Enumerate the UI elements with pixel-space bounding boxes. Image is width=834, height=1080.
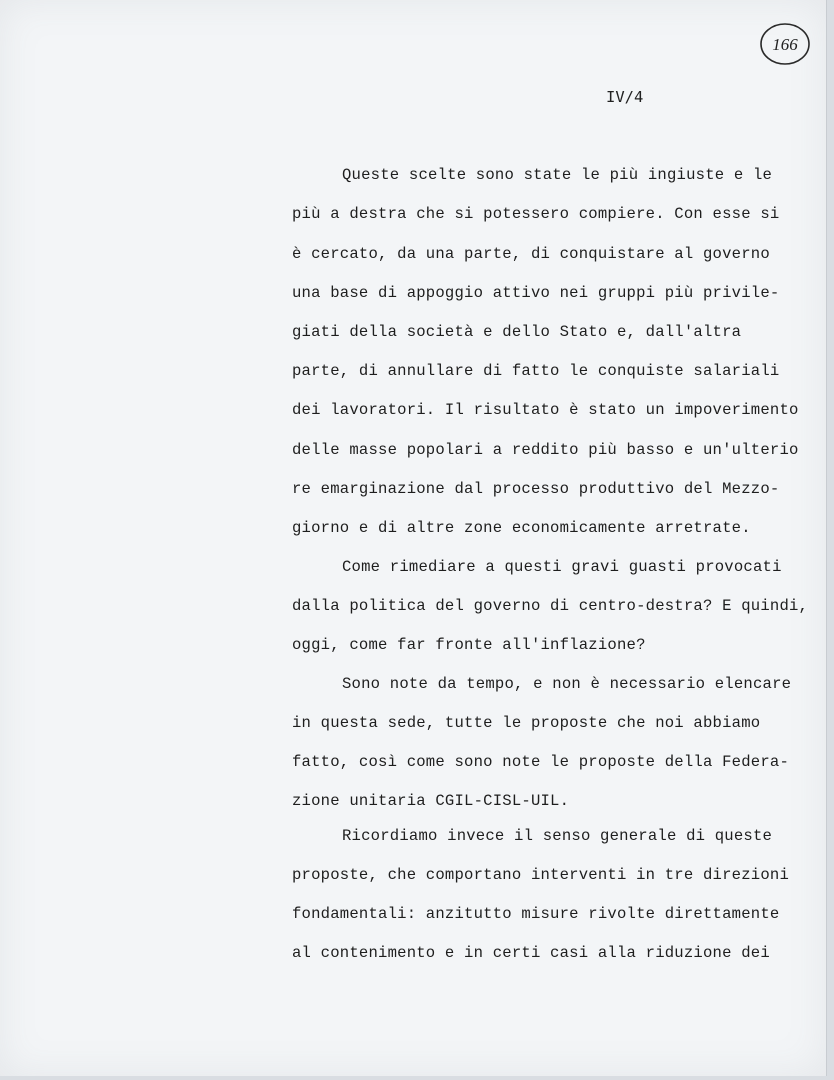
text-line: Come rimediare a questi gravi guasti provocati — [342, 558, 782, 576]
text-line: dalla politica del governo di centro-destra? E quindi, — [292, 597, 809, 615]
text-line: giati della società e dello Stato e, dall'altra — [292, 323, 742, 341]
text-line: dei lavoratori. Il risultato è stato un impoverimento — [292, 401, 799, 419]
text-line: delle masse popolari a reddito più basso e un'ulterio — [292, 441, 799, 459]
text-line: re emarginazione dal processo produttivo del Mezzo- — [292, 480, 780, 498]
text-line: zione unitaria CGIL-CISL-UIL. — [292, 792, 570, 810]
stamp-number: 166 — [772, 35, 798, 54]
text-line: oggi, come far fronte all'inflazione? — [292, 636, 646, 654]
text-line: Ricordiamo invece il senso generale di queste — [342, 827, 773, 845]
text-line: giorno e di altre zone economicamente arretrate. — [292, 519, 751, 537]
text-line: Sono note da tempo, e non è necessario elencare — [342, 675, 792, 693]
text-line: parte, di annullare di fatto le conquiste salariali — [292, 362, 780, 380]
text-line: è cercato, da una parte, di conquistare al governo — [292, 245, 770, 263]
text-line: più a destra che si potessero compiere. Con esse si — [292, 205, 780, 223]
text-line: fatto, così come sono note le proposte della Federa- — [292, 753, 790, 771]
text-line: al contenimento e in certi casi alla riduzione dei — [292, 944, 770, 962]
text-line: fondamentali: anzitutto misure rivolte direttamente — [292, 905, 780, 923]
page-code: IV/4 — [606, 88, 644, 106]
text-line: una base di appoggio attivo nei gruppi più privile- — [292, 284, 780, 302]
text-line: in questa sede, tutte le proposte che noi abbiamo — [292, 714, 761, 732]
text-line: Queste scelte sono state le più ingiuste e le — [342, 166, 773, 184]
text-line: proposte, che comportano interventi in tre direzioni — [292, 866, 790, 884]
page-number-stamp — [759, 21, 811, 67]
